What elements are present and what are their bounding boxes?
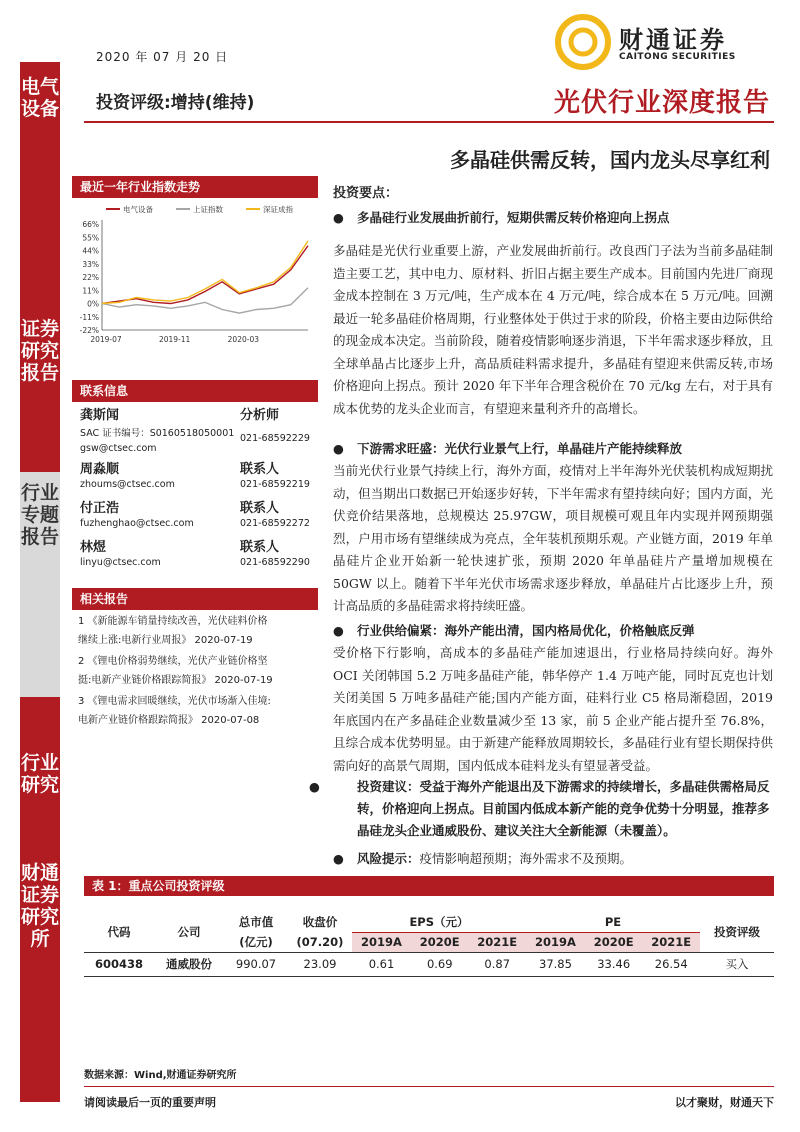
analyst-name: 龚斯闻 (80, 408, 120, 423)
bullet-text-body: 疫情影响超预期；海外需求不及预期。 (419, 851, 633, 866)
bullet-dot-icon: ● (333, 851, 344, 866)
col-price-date: (07.20) (296, 934, 344, 949)
analyst-cert: SAC 证书编号：S0160518050001 (80, 428, 235, 439)
contact-card (80, 497, 315, 537)
related-report-line: 挺:电新产业链价格跟踪简报》 2020-07-19 (78, 675, 273, 686)
cell-code: 600438 (84, 952, 154, 976)
y-tick-label: 33% (82, 259, 99, 269)
y-tick-label: 11% (82, 286, 99, 296)
header-divider (84, 121, 774, 123)
paragraph-3: 受价格下行影响，高成本的多晶硅产能加速退出，行业格局持续向好。海外 OCI 关闭韩国 5.2 万吨多晶硅产能，韩华停产 1.4 万吨产能，同时瓦克也计划关闭美国 5 万吨多晶硅产能;国内产能方面，硅料行业 C5 格局渐稳固，2019 年底国内在产多晶硅企业数量减少至 13 家，前 5 企业产能占提升至 76.8%，且综合成本优势明显。由于新建产能释放周期较长，多晶硅行业有望长期保持供需向好的高景气周期，国内低成本硅料龙头有望显著受益。 (333, 645, 773, 773)
related-report-line: 继续上涨:电新行业周报》 2020-07-19 (78, 635, 253, 646)
col-code: 代码 (107, 924, 131, 939)
analyst-card (80, 404, 315, 460)
col-rating: 投资评级 (714, 924, 760, 939)
side-label-report: 证券研究报告 (20, 318, 59, 384)
y-tick-label: -11% (79, 312, 99, 322)
bullet-point (333, 207, 773, 229)
legend-label: 深证成指 (263, 205, 293, 214)
bullet-dot-icon: ● (333, 623, 344, 638)
bullet-point (309, 776, 773, 842)
bullet-text: 多晶硅行业发展曲折前行，短期供需反转价格迎向上拐点 (357, 210, 670, 225)
contact-email: fuzhenghao@ctsec.com (80, 518, 194, 529)
col-year: 2021E (642, 932, 700, 952)
col-year: 2020E (585, 932, 642, 952)
analyst-email: gsw@ctsec.com (80, 443, 157, 454)
bullet-text: 风险提示： (357, 851, 420, 866)
col-year: 2019A (352, 932, 411, 952)
side-label-institute: 财通证券研究所 (20, 862, 59, 950)
series-line (102, 246, 308, 304)
bullet-text: 行业供给偏紧：海外产能出清，国内格局优化，价格触底反弹 (357, 623, 695, 638)
col-pe: PE (604, 914, 622, 929)
bullet-point (333, 848, 773, 870)
y-tick-label: 22% (82, 273, 99, 282)
table-title: 表 1：重点公司投资评级 (84, 876, 774, 896)
bullet-dot-icon: ● (333, 210, 344, 225)
bullet-dot-icon: ● (333, 441, 344, 456)
cell-pe: 33.46 (585, 952, 642, 976)
related-section-title: 相关报告 (72, 588, 318, 610)
headline: 多晶硅供需反转，国内龙头尽享红利 (450, 148, 770, 172)
brand-name-en: CAITONG SECURITIES (619, 52, 736, 62)
brand-logo-icon (555, 14, 611, 70)
cell-eps: 0.69 (411, 952, 468, 976)
contact-name: 周淼顺 (80, 462, 120, 477)
related-report-item[interactable] (78, 692, 318, 730)
cell-price: 23.09 (288, 952, 352, 976)
col-price: 收盘价 (302, 915, 338, 929)
investment-rating: 投资评级:增持(维持) (96, 93, 255, 113)
related-report-item[interactable] (78, 612, 318, 650)
contact-email: zhoums@ctsec.com (80, 479, 175, 490)
bullet-point (333, 438, 773, 460)
col-year: 2020E (411, 932, 468, 952)
key-points-title: 投资要点： (333, 186, 399, 201)
col-mcap: 总市值 (238, 915, 274, 929)
bullet-point (333, 620, 773, 642)
side-band (20, 472, 60, 697)
table-header-row (84, 912, 774, 932)
x-tick-label: 2019-11 (158, 335, 191, 344)
contact-phone: 021-68592219 (240, 479, 310, 490)
bullet-text: 下游需求旺盛：光伏行业景气上行，单晶硅片产能持续释放 (357, 441, 683, 456)
index-chart (72, 198, 318, 348)
y-tick-label: 0% (87, 299, 99, 309)
related-report-line: 3 《锂电需求回暖继续，光伏市场渐入佳境: (78, 696, 271, 707)
cell-mcap: 990.07 (224, 952, 288, 976)
contact-role: 联系人 (240, 501, 280, 516)
contact-card (80, 536, 315, 576)
footer-slogan: 以才聚财，财通天下 (675, 1096, 774, 1109)
legend-label: 上证指数 (193, 205, 223, 214)
footer-disclaimer: 请阅读最后一页的重要声明 (84, 1096, 216, 1109)
legend-label: 电气设备 (123, 205, 153, 214)
bullet-text: 投资建议：受益于海外产能退出及下游需求的持续增长，多晶硅供需格局反转，价格迎向上拐点。目前国内低成本新产能的竞争优势十分明显，推荐多晶硅龙头企业通威股份、建议关注大全新能源（未覆盖）。 (357, 779, 770, 838)
contact-email: linyu@ctsec.com (80, 557, 161, 568)
contact-role: 联系人 (240, 540, 280, 555)
side-bar (20, 62, 60, 1102)
cell-pe: 37.85 (526, 952, 585, 976)
contact-name: 林煜 (80, 540, 107, 555)
contact-phone: 021-68592290 (240, 557, 310, 568)
related-report-line: 2 《锂电价格弱势继续，光伏产业链价格坚 (78, 656, 268, 667)
y-tick-label: 66% (82, 220, 99, 229)
contact-section-title: 联系信息 (72, 380, 318, 402)
related-report-line: 电新产业链价格跟踪简报》 2020-07-08 (78, 715, 260, 726)
contact-phone: 021-68592272 (240, 518, 310, 529)
y-tick-label: 44% (82, 246, 99, 256)
ratings-table (84, 912, 774, 977)
paragraph-2: 当前光伏行业景气持续上行，海外方面，疫情对上半年海外光伏装机构成短期扰动，但当期出口数据已开始逐步好转，下半年需求有望持续向好；国内方面，光伏竞价结果落地，总规模达 25.97GW，项目规模可观且年内实现并网预期强烈，户用市场有望继续成为亮点，全年装机预期乐观。产业链方面，2019 年单晶硅片企业开始新一轮快速扩张，预期 2020 年单晶硅片产量增加规模在 50GW 以上。随着下半年光伏市场需求逐步释放，单晶硅片占比逐步上升，预计高品质的多晶硅需求将持续旺盛。 (333, 463, 773, 613)
y-tick-label: -22% (79, 326, 99, 335)
report-date: 2020 年 07 月 20 日 (96, 50, 229, 64)
index-chart-svg (72, 198, 318, 348)
report-type: 光伏行业深度报告 (553, 88, 770, 118)
col-eps: EPS（元） (409, 914, 469, 929)
col-year: 2021E (468, 932, 525, 952)
y-tick-label: 55% (82, 233, 99, 243)
side-label-topic: 行业专题报告 (20, 482, 59, 548)
x-tick-label: 2019-07 (90, 335, 122, 344)
related-report-item[interactable] (78, 652, 318, 690)
contact-role: 联系人 (240, 462, 280, 477)
side-label-sector: 电气设备 (20, 76, 59, 120)
paragraph-1: 多晶硅是光伏行业重要上游，产业发展曲折前行。改良西门子法为当前多晶硅制造主要工艺，其中电力、原材料、折旧占据主要生产成本。目前国内先进厂商现金成本控制在 3 万元/吨，生产成本在 4 万元/吨，综合成本在 5 万元/吨。回溯最近一轮多晶硅价格周期，行业整体处于供过于求的阶段，价格主要由边际供给的现金成本决定。当前阶段，随着疫情影响逐步消退，下半年需求逐步释放，且全球单晶占比逐步上升，高品质硅料需求提升，多晶硅有望迎来供需反转,市场价格迎向上拐点。预计 2020 年下半年合理含税价在 70 元/kg 左右，对于具有成本优势的龙头企业而言，有望迎来量利齐升的高增长。 (333, 243, 773, 416)
col-mcap-unit: (亿元) (239, 934, 273, 949)
cell-eps: 0.61 (352, 952, 411, 976)
cell-pe: 26.54 (642, 952, 700, 976)
analyst-phone: 021-68592229 (240, 433, 310, 444)
col-year: 2019A (526, 932, 585, 952)
bullet-dot-icon: ● (309, 779, 320, 794)
brand-name: 财通证券 (619, 26, 727, 54)
x-tick-label: 2020-03 (227, 335, 260, 344)
contact-card (80, 458, 315, 498)
footer-divider (84, 1086, 774, 1087)
index-section-title: 最近一年行业指数走势 (72, 176, 318, 198)
brand-logo (555, 14, 775, 70)
data-source: 数据来源：Wind,财通证券研究所 (84, 1070, 237, 1081)
cell-company: 通威股份 (154, 952, 224, 976)
cell-eps: 0.87 (468, 952, 525, 976)
series-line (102, 241, 308, 304)
contact-name: 付正浩 (80, 501, 120, 516)
col-company: 公司 (177, 924, 201, 939)
table-row (84, 952, 774, 976)
related-report-line: 1 《新能源车销量持续改善，光伏硅料价格 (78, 616, 268, 627)
side-label-research: 行业研究 (20, 752, 59, 796)
analyst-role: 分析师 (240, 408, 280, 423)
cell-rating: 买入 (700, 952, 774, 976)
